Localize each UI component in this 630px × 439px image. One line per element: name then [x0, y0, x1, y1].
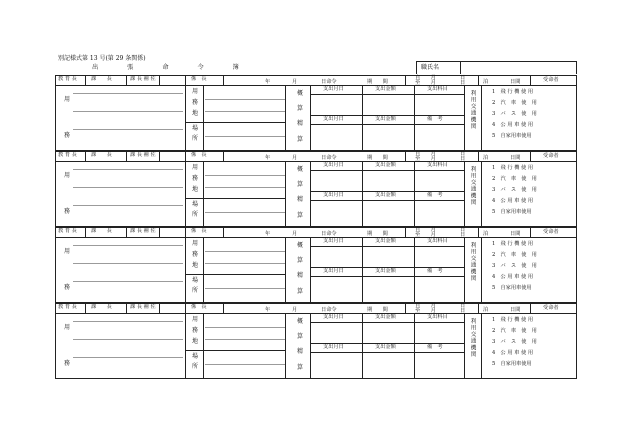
to-month-label: 至 月 [415, 232, 436, 238]
approver-unit-head: 係 長 [191, 152, 207, 158]
place-label-5: 所 [192, 287, 199, 294]
estimate-label-1: 概 [297, 242, 304, 249]
approver-superintendent: 教 育 長 [58, 228, 77, 234]
register-entry [55, 227, 577, 303]
approver-section-chief: 課 長 [91, 228, 112, 234]
purpose-label-bottom: 務 [64, 284, 71, 291]
date-order-label: 日命令 [321, 155, 337, 161]
from-day-label: 日 [460, 151, 466, 157]
approver-unit-head: 係 長 [191, 228, 207, 234]
transport-option-private-car: 5 自家用車使用 [492, 361, 532, 367]
estimate-label-3: 精 [297, 348, 304, 355]
approver-deputy-chief: 課 長 補 佐 [130, 76, 156, 82]
place-label-2: 務 [192, 327, 199, 334]
nights-label: 泊 [483, 79, 489, 85]
register-entry [55, 151, 577, 227]
pay-amount-header: 支出金額 [375, 314, 396, 320]
period-label: 期 間 [367, 79, 388, 85]
recipient-label: 受命者 [543, 77, 559, 83]
year-label: 年 [265, 307, 271, 313]
recipient-label: 受命者 [543, 153, 559, 159]
register-entry [55, 75, 577, 151]
register-entry [55, 303, 577, 379]
transport-option-private-car: 5 自家用車使用 [492, 133, 532, 139]
approver-superintendent: 教 育 長 [58, 76, 77, 82]
place-label-4: 場 [192, 125, 199, 132]
transport-option-plane: 1 飛 行 機 使 用 [492, 89, 534, 95]
estimate-label-2: 算 [297, 105, 304, 112]
estimate-label-2: 算 [297, 181, 304, 188]
period-label: 期 間 [367, 307, 388, 313]
transport-option-private-car: 5 自家用車使用 [492, 209, 532, 215]
nights-label: 泊 [483, 307, 489, 313]
transport-option-official-car: 4 公 用 車 使 用 [492, 274, 534, 280]
from-day-label: 日 [460, 303, 466, 309]
place-label-5: 所 [192, 135, 199, 142]
transport-option-official-car: 4 公 用 車 使 用 [492, 350, 534, 356]
estimate-label-1: 概 [297, 90, 304, 97]
transport-option-train: 2 汽 車 使 用 [492, 176, 537, 182]
pay-amount-header-2: 支出金額 [375, 192, 396, 198]
estimate-label-3: 精 [297, 120, 304, 127]
month-label: 月 [292, 307, 298, 313]
month-label: 月 [292, 155, 298, 161]
estimate-label-4: 算 [297, 212, 304, 219]
to-day-label: 日 [460, 156, 466, 162]
pay-month-header-2: 支出月日 [323, 344, 344, 350]
days-label: 日間 [510, 79, 521, 85]
place-label-4: 場 [192, 353, 199, 360]
estimate-label-1: 概 [297, 166, 304, 173]
place-label-3: 地 [192, 186, 199, 193]
estimate-label-4: 算 [297, 136, 304, 143]
place-label-3: 地 [192, 262, 199, 269]
remark-header: 備 考 [427, 116, 443, 122]
register-title-char: 令 [197, 64, 204, 71]
pay-month-header: 支出月日 [323, 314, 344, 320]
name-box-right [576, 61, 577, 74]
place-label-1: 用 [192, 164, 199, 171]
from-day-label: 日 [460, 227, 466, 233]
approver-deputy-chief: 課 長 補 佐 [130, 304, 156, 310]
register-title-char: 出 [92, 64, 99, 71]
transport-option-official-car: 4 公 用 車 使 用 [492, 122, 534, 128]
estimate-label-2: 算 [297, 257, 304, 264]
approver-deputy-chief: 課 長 補 佐 [130, 152, 156, 158]
days-label: 日間 [510, 231, 521, 237]
purpose-label-bottom: 務 [64, 360, 71, 367]
register-title-char: 命 [162, 64, 169, 71]
approver-unit-head: 係 長 [191, 304, 207, 310]
register-title-char: 簿 [232, 64, 239, 71]
days-label: 日間 [510, 307, 521, 313]
place-label-3: 地 [192, 338, 199, 345]
pay-amount-header: 支出金額 [375, 86, 396, 92]
approver-unit-head: 係 長 [191, 76, 207, 82]
name-box-top [416, 61, 577, 62]
purpose-label-bottom: 務 [64, 208, 71, 215]
pay-item-header: 支出科目 [427, 162, 448, 168]
place-label-4: 場 [192, 277, 199, 284]
transport-label: 利用交通機関 [469, 166, 476, 206]
year-label: 年 [265, 155, 271, 161]
pay-item-header: 支出科目 [427, 238, 448, 244]
estimate-label-1: 概 [297, 318, 304, 325]
period-label: 期 間 [367, 231, 388, 237]
estimate-label-4: 算 [297, 364, 304, 371]
place-label-5: 所 [192, 363, 199, 370]
recipient-label: 受命者 [543, 229, 559, 235]
place-label-1: 用 [192, 88, 199, 95]
from-day-label: 日 [460, 75, 466, 81]
place-label-3: 地 [192, 110, 199, 117]
from-month-label: 自 月 [415, 151, 436, 157]
transport-option-plane: 1 飛 行 機 使 用 [492, 241, 534, 247]
period-label: 期 間 [367, 155, 388, 161]
transport-label: 利用交通機関 [469, 90, 476, 130]
purpose-label-top: 用 [64, 248, 71, 255]
to-day-label: 日 [460, 308, 466, 314]
name-box-left [416, 61, 417, 74]
place-label-5: 所 [192, 211, 199, 218]
place-label-2: 務 [192, 251, 199, 258]
approver-superintendent: 教 育 長 [58, 304, 77, 310]
pay-item-header: 支出科目 [427, 314, 448, 320]
purpose-label-top: 用 [64, 324, 71, 331]
pay-month-header: 支出月日 [323, 162, 344, 168]
from-month-label: 自 月 [415, 227, 436, 233]
approver-deputy-chief: 課 長 補 佐 [130, 228, 156, 234]
to-day-label: 日 [460, 80, 466, 86]
transport-option-bus: 3 バ ス 使 用 [492, 263, 537, 269]
transport-option-plane: 1 飛 行 機 使 用 [492, 317, 534, 323]
nights-label: 泊 [483, 155, 489, 161]
pay-month-header-2: 支出月日 [323, 192, 344, 198]
month-label: 月 [292, 79, 298, 85]
pay-amount-header-2: 支出金額 [375, 268, 396, 274]
register-title [92, 65, 239, 71]
transport-option-private-car: 5 自家用車使用 [492, 285, 532, 291]
estimate-label-3: 精 [297, 196, 304, 203]
name-label: 職氏名 [421, 64, 440, 71]
estimate-label-3: 精 [297, 272, 304, 279]
purpose-label-bottom: 務 [64, 132, 71, 139]
from-month-label: 自 月 [415, 75, 436, 81]
place-label-2: 務 [192, 175, 199, 182]
place-label-4: 場 [192, 201, 199, 208]
name-box-divider [460, 61, 461, 74]
remark-header: 備 考 [427, 192, 443, 198]
form-title: 別記様式第 13 号(第 29 条関係) [58, 55, 146, 62]
to-month-label: 至 月 [415, 308, 436, 314]
transport-option-train: 2 汽 車 使 用 [492, 100, 537, 106]
date-order-label: 日命令 [321, 231, 337, 237]
date-order-label: 日命令 [321, 79, 337, 85]
approver-section-chief: 課 長 [91, 304, 112, 310]
place-label-2: 務 [192, 99, 199, 106]
transport-option-plane: 1 飛 行 機 使 用 [492, 165, 534, 171]
transport-option-bus: 3 バ ス 使 用 [492, 339, 537, 345]
register-title-char: 張 [127, 64, 134, 71]
pay-amount-header-2: 支出金額 [375, 344, 396, 350]
nights-label: 泊 [483, 231, 489, 237]
year-label: 年 [265, 231, 271, 237]
transport-option-bus: 3 バ ス 使 用 [492, 187, 537, 193]
remark-header: 備 考 [427, 344, 443, 350]
to-month-label: 至 月 [415, 156, 436, 162]
pay-amount-header: 支出金額 [375, 162, 396, 168]
place-label-1: 用 [192, 316, 199, 323]
pay-month-header-2: 支出月日 [323, 116, 344, 122]
approver-section-chief: 課 長 [91, 152, 112, 158]
pay-amount-header-2: 支出金額 [375, 116, 396, 122]
to-month-label: 至 月 [415, 80, 436, 86]
date-order-label: 日命令 [321, 307, 337, 313]
month-label: 月 [292, 231, 298, 237]
pay-month-header: 支出月日 [323, 238, 344, 244]
pay-amount-header: 支出金額 [375, 238, 396, 244]
estimate-label-2: 算 [297, 333, 304, 340]
from-month-label: 自 月 [415, 303, 436, 309]
remark-header: 備 考 [427, 268, 443, 274]
place-label-1: 用 [192, 240, 199, 247]
to-day-label: 日 [460, 232, 466, 238]
approver-section-chief: 課 長 [91, 76, 112, 82]
transport-option-train: 2 汽 車 使 用 [492, 328, 537, 334]
days-label: 日間 [510, 155, 521, 161]
approver-superintendent: 教 育 長 [58, 152, 77, 158]
transport-label: 利用交通機関 [469, 242, 476, 282]
purpose-label-top: 用 [64, 96, 71, 103]
recipient-label: 受命者 [543, 305, 559, 311]
estimate-label-4: 算 [297, 288, 304, 295]
transport-label: 利用交通機関 [469, 318, 476, 358]
transport-option-bus: 3 バ ス 使 用 [492, 111, 537, 117]
transport-option-official-car: 4 公 用 車 使 用 [492, 198, 534, 204]
pay-month-header-2: 支出月日 [323, 268, 344, 274]
pay-month-header: 支出月日 [323, 86, 344, 92]
transport-option-train: 2 汽 車 使 用 [492, 252, 537, 258]
year-label: 年 [265, 79, 271, 85]
purpose-label-top: 用 [64, 172, 71, 179]
pay-item-header: 支出科目 [427, 86, 448, 92]
